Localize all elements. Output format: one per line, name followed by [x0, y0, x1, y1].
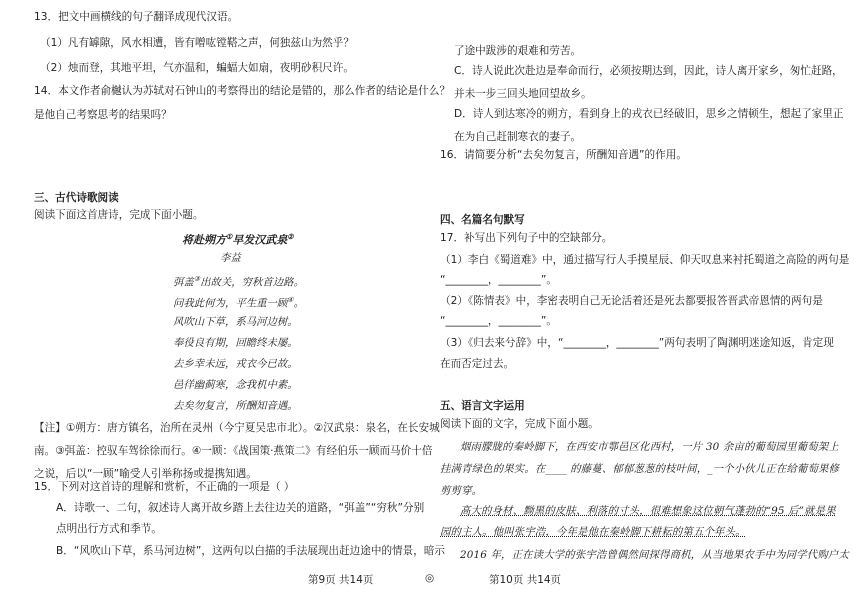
section-5-heading: 五、语言文字运用 — [440, 400, 525, 412]
poem-title: 将赴朔方①早发汉武泉② — [182, 232, 294, 247]
q17-item-3-line-1: （3）《归去来兮辞》中，“________，________”两句表明了陶渊明迷途知返，肯定现 — [440, 337, 834, 349]
left-page-number: 第9页 共14页 — [308, 574, 374, 586]
poem-line-6: 邑徉幽蓟寒，念我机中素。 — [173, 379, 298, 391]
poem-note-line-3: 之说，后以“一顾”喻受人引举称扬或提携知遇。 — [34, 468, 257, 480]
question-15: 15．下列对这首诗的理解和赏析，不正确的一项是（ ） — [34, 481, 295, 493]
poem-note-line-1: 【注】①朔方：唐方镇名，治所在灵州（今宁夏吴忠市北）。②汉武泉：泉名，在长安城 — [34, 422, 440, 434]
q15-option-b-line-1: B．“风吹山下草，系马河边树”，这两句以白描的手法展现出赶边途中的情景，暗示 — [56, 545, 446, 557]
poem-line-2: 问我此何为，平生重一顾④。 — [173, 296, 304, 310]
q17-item-2-line-2: “________，________”。 — [440, 315, 557, 327]
passage-line-6: 2016 年，正在读大学的张宇浩曾偶然间探得商机，从当地果农手中为同学代购户太 — [460, 549, 849, 561]
poem-author: 李益 — [220, 252, 241, 264]
section-3-heading: 三、古代诗歌阅读 — [34, 192, 119, 204]
question-13: 13．把文中画横线的句子翻译成现代汉语。 — [34, 11, 239, 23]
q15-option-a-line-2: 点明出行方式和季节。 — [56, 523, 162, 535]
question-16: 16．请简要分析“去矣勿复言，所酬知音遇”的作用。 — [440, 149, 687, 161]
passage-line-2: 挂满青绿色的果实。在____ 的藤蔓、郁郁葱葱的枝叶间，_一个小伙儿正在给葡萄果修 — [440, 463, 840, 475]
q17-item-1-line-1: （1）李白《蜀道难》中，通过描写行人手摸星辰、仰天叹息来衬托蜀道之高险的两句是 — [440, 254, 850, 266]
passage-line-3: 剪剪穿。 — [440, 485, 483, 497]
passage-line-4: 高大的身材、黝黑的皮肤、利落的寸头，很难想象这位朝气蓬勃的“95 后”就是果 — [460, 505, 836, 517]
q17-item-1-line-2: “________，________”。 — [440, 274, 557, 286]
poem-line-4: 奉役良有期，回瞻终未屡。 — [173, 337, 298, 349]
poem-line-5: 去乡幸未远，戎衣今已故。 — [173, 358, 298, 370]
right-page — [440, 0, 850, 607]
question-14-line-2: 是他自己考察思考的结果吗？ — [34, 109, 172, 121]
binding-mark-icon: ◎ — [425, 572, 435, 584]
q15-option-c-line-1: C．诗人说此次赴边是奉命而行，必须按期达到，因此，诗人离开家乡，匆忙赶路， — [454, 65, 843, 77]
poem-note-line-2: 南。③弭盖：控驭车驾徐徐而行。④一顾：《战国策·燕策二》有经伯乐一顾而马价十倍 — [34, 445, 433, 457]
passage-line-1: 烟雨朦胧的秦岭脚下，在西安市鄠邑区化西村，一片 30 余亩的葡萄园里葡萄架上 — [460, 441, 839, 453]
poem-line-1: 弭盖③出故关，穷秋首边路。 — [173, 275, 304, 289]
question-17: 17．补写出下列句子中的空缺部分。 — [440, 232, 613, 244]
right-page-number: 第10页 共14页 — [489, 574, 562, 586]
q15-option-c-line-2: 并未一步三回头地回望故乡。 — [454, 88, 592, 100]
left-page — [34, 0, 451, 607]
section-4-heading: 四、名篇名句默写 — [440, 214, 525, 226]
passage-line-5: 园的主人。他叫张宇浩，今年是他在秦岭脚下耕耘的第五个年头。 — [440, 526, 746, 538]
question-13-item-1: （1）凡有罅隙，风水相遭，皆有噌吰镗鞳之声，何独兹山为然乎？ — [40, 37, 354, 49]
poem-line-7: 去矣勿复言，所酬知音遇。 — [173, 400, 298, 412]
section-3-intro: 阅读下面这首唐诗，完成下面小题。 — [34, 209, 204, 221]
q15-option-a-line-1: A．诗歌一、二句，叙述诗人离开故乡踏上去往边关的道路，“弭盖”“穷秋”分别 — [56, 502, 425, 514]
q17-item-2-line-1: （2）《陈情表》中，李密表明自己无论活着还是死去都要报答晋武帝恩情的两句是 — [440, 295, 823, 307]
q15-option-d-line-2: 在为自己赶制寒衣的妻子。 — [454, 131, 582, 143]
q15-option-d-line-1: D．诗人到达寒冷的朔方，看到身上的戎衣已经破旧，思乡之情顿生，想起了家里正 — [454, 108, 844, 120]
question-14-line-1: 14．本文作者俞樾认为苏轼对石钟山的考察得出的结论是错的，那么作者的结论是什么？ — [34, 85, 451, 97]
question-13-item-2: （2）烛而登，其地平坦，气亦温和，蝙蝠大如扇，夜明砂积尺许。 — [40, 62, 354, 74]
poem-line-3: 风吹山下草，系马河边树。 — [173, 316, 298, 328]
q17-item-3-line-2: 在而否定过去。 — [440, 358, 515, 370]
section-5-intro: 阅读下面的文字，完成下面小题。 — [440, 418, 599, 430]
option-b-continued: 了途中跋涉的艰难和劳苦。 — [454, 45, 582, 57]
